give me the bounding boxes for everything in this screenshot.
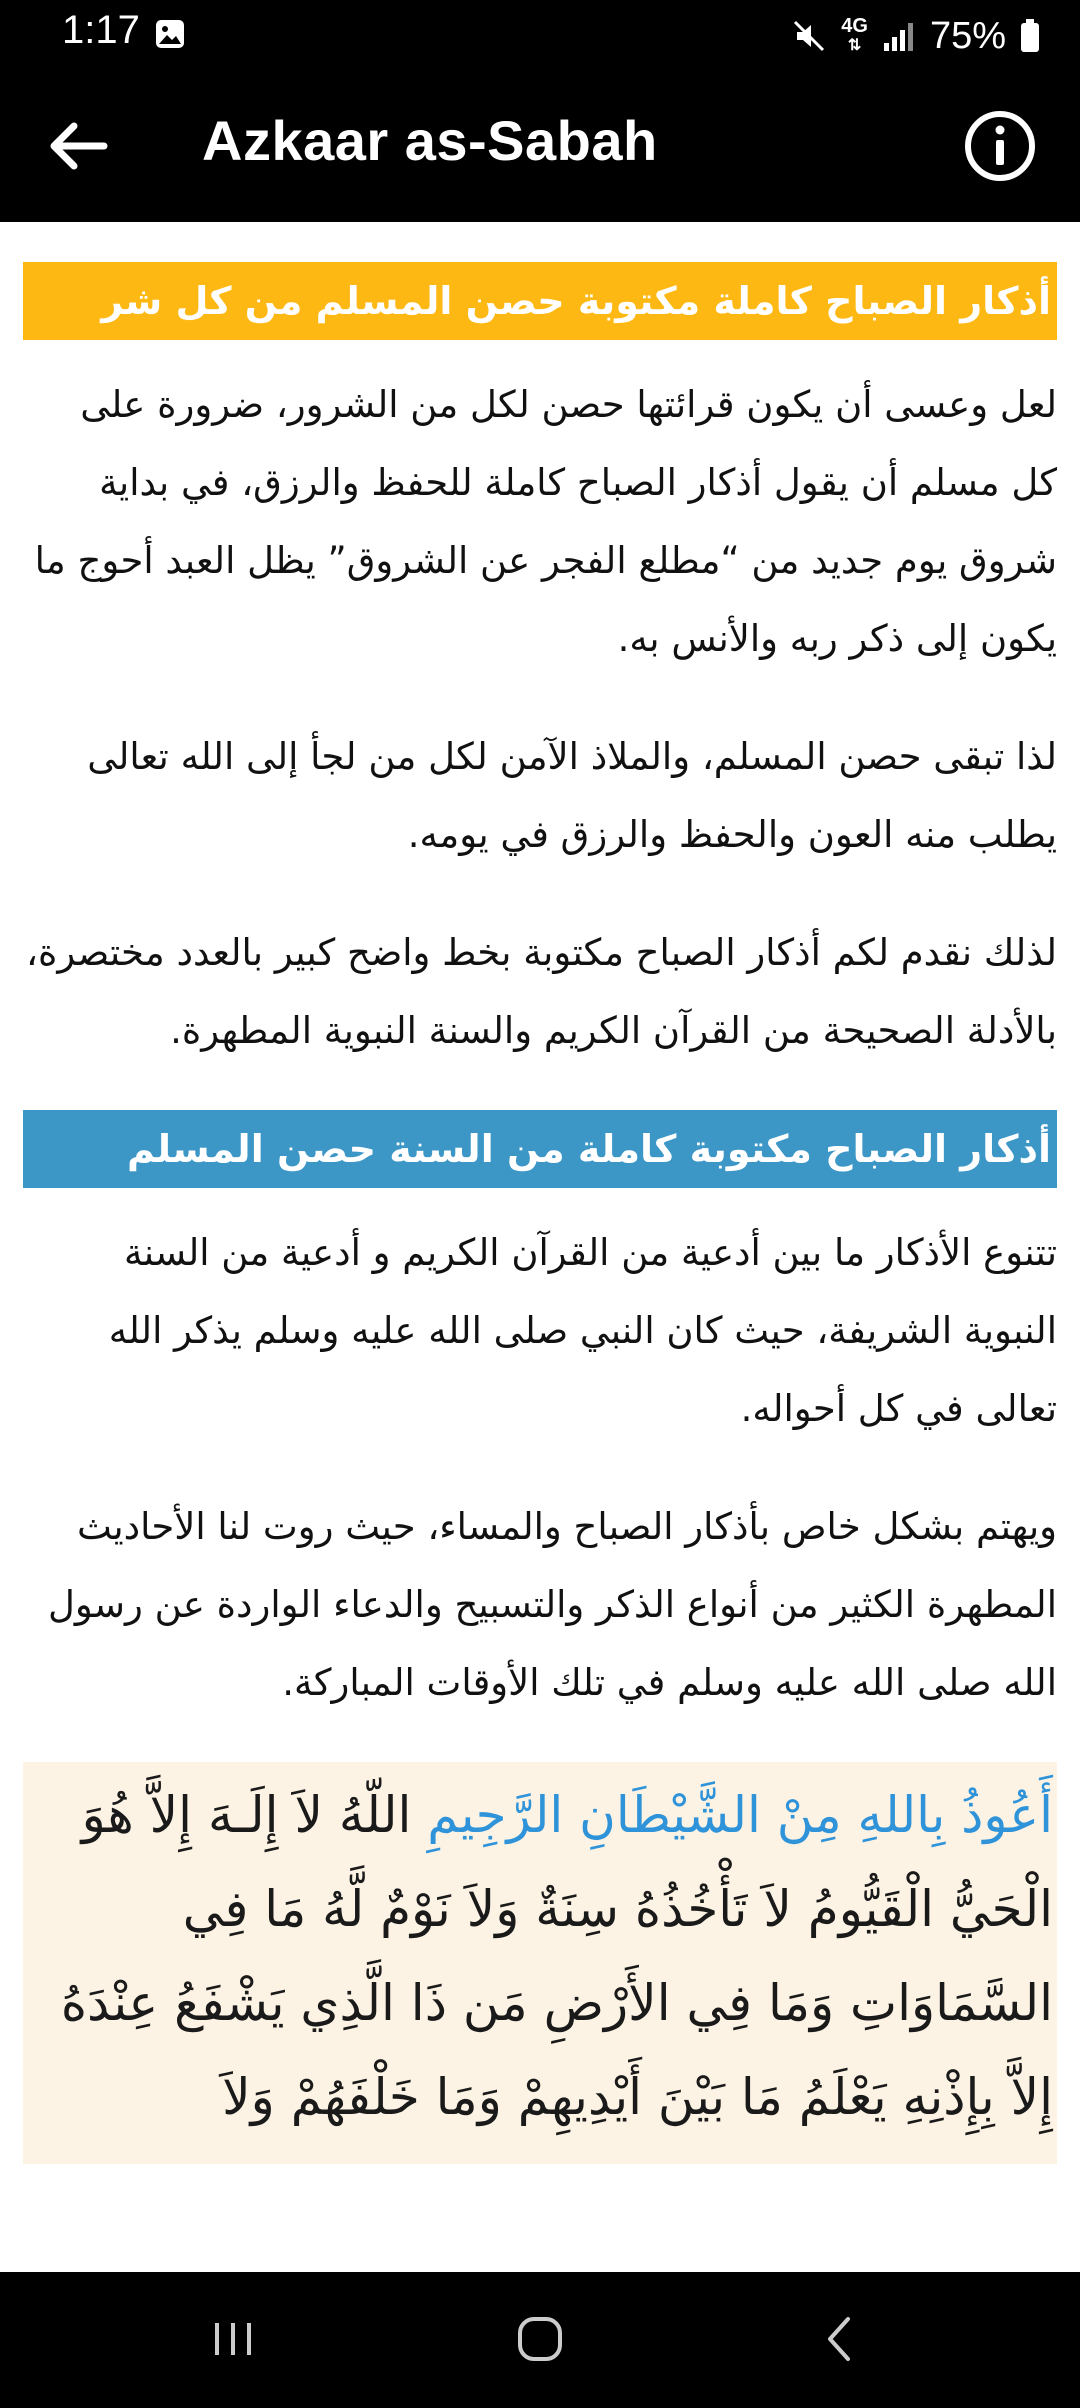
network-4g-icon: 4G ⇅ — [841, 15, 868, 54]
system-back-button[interactable] — [805, 2306, 875, 2376]
page-title: Azkaar as-Sabah — [202, 109, 658, 172]
status-time: 1:17 — [62, 8, 140, 52]
back-chevron-icon — [810, 2309, 870, 2373]
back-button[interactable] — [40, 110, 116, 186]
quran-verse-box — [23, 1762, 1057, 2164]
paragraph: ويهتم بشكل خاص بأذكار الصباح والمساء، حيث روت لنا الأحاديث المطهرة الكثير من أنواع الذكر والتسبيح والدعاء الواردة عن رسول الله صلى الله عليه وسلم في تلك الأوقات المباركة. — [48, 1505, 1057, 1704]
app-bar — [0, 74, 1080, 222]
paragraph: تتنوع الأذكار ما بين أدعية من القرآن الكريم و أدعية من السنة النبوية الشريفة، حيث كان النبي صلى الله عليه وسلم يذكر الله تعالى في كل أحواله. — [108, 1231, 1057, 1430]
recents-button[interactable] — [200, 2306, 270, 2376]
info-icon — [963, 109, 1037, 187]
gallery-notification-icon — [154, 18, 186, 50]
network-type: 4G — [841, 15, 868, 37]
mute-icon — [791, 18, 827, 54]
paragraph: لذا تبقى حصن المسلم، والملاذ الآمن لكل من لجأ إلى الله تعالى يطلب منه العون والحفظ والرزق في يومه. — [87, 735, 1057, 856]
home-button[interactable] — [505, 2306, 575, 2376]
arrow-left-icon — [46, 114, 110, 182]
section-heading: أذكار الصباح كاملة مكتوبة حصن المسلم من كل شر — [23, 262, 1057, 340]
system-nav-bar — [0, 2272, 1080, 2408]
article-content[interactable] — [0, 222, 1080, 2272]
status-bar — [0, 0, 1080, 74]
home-icon — [510, 2309, 570, 2373]
info-button[interactable] — [960, 108, 1040, 188]
signal-icon — [882, 19, 916, 53]
recents-icon — [205, 2309, 265, 2373]
ayat-al-kursi-text: اللّهُ لاَ إِلَـهَ إِلاَّ هُوَ الْحَيُّ الْقَيُّومُ لاَ تَأْخُذُهُ سِنَةٌ وَلاَ نَوْمٌ لَّهُ مَا فِي السَّمَاوَاتِ وَمَا فِي الأَرْضِ مَن ذَا الَّذِي يَشْفَعُ عِنْدَهُ إِلاَّ بِإِذْنِهِ يَعْلَمُ مَا بَيْنَ أَيْدِيهِمْ وَمَا خَلْفَهُمْ وَلاَ — [60, 1786, 1053, 2126]
paragraph: لعل وعسى أن يكون قرائتها حصن لكل من الشرور، ضرورة على كل مسلم أن يقول أذكار الصباح كاملة للحفظ والرزق، في بداية شروق يوم جديد من “مطلع الفجر عن الشروق” يظل العبد أحوج ما يكون إلى ذكر ربه والأنس به. — [34, 383, 1057, 660]
section-heading: أذكار الصباح مكتوبة كاملة من السنة حصن المسلم — [23, 1110, 1057, 1188]
battery-icon — [1020, 19, 1040, 53]
paragraph: لذلك نقدم لكم أذكار الصباح مكتوبة بخط واضح كبير بالعدد مختصرة، بالأدلة الصحيحة من القرآن الكريم والسنة النبوية المطهرة. — [26, 931, 1057, 1052]
battery-percent: 75% — [929, 14, 1006, 57]
isti-adha-text: أَعُوذُ بِاللهِ مِنْ الشَّيْطَانِ الرَّجِيمِ — [427, 1786, 1053, 1844]
